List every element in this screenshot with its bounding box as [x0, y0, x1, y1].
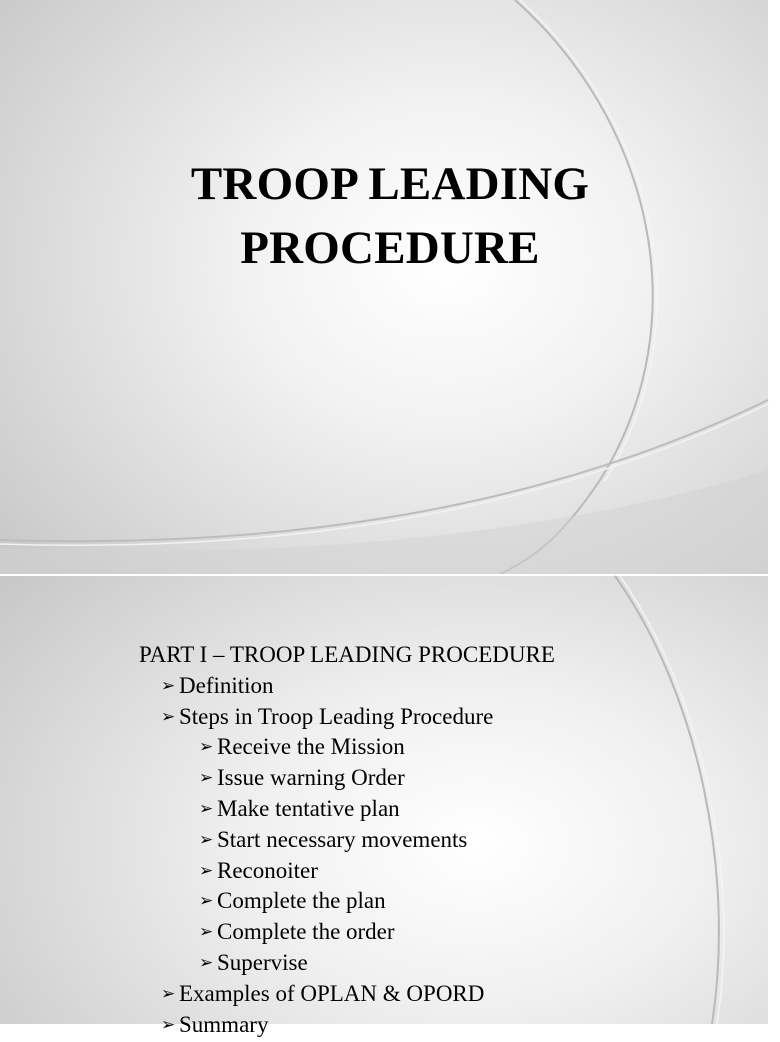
arrow-bullet-icon: ➢ — [199, 922, 214, 943]
outline-list — [139, 640, 555, 1040]
slide-title — [0, 152, 780, 280]
outline-item-label: Complete the plan — [217, 888, 386, 914]
outline-item-label: Steps in Troop Leading Procedure — [179, 703, 494, 729]
outline-heading: PART I – TROOP LEADING PROCEDURE — [139, 642, 555, 667]
outline-item — [139, 886, 555, 917]
outline-item — [139, 732, 555, 763]
outline-item — [139, 702, 555, 733]
outline-item — [139, 979, 555, 1010]
outline-item-label: Complete the order — [217, 919, 395, 945]
outline-item — [139, 763, 555, 794]
outline-item-label: Summary — [179, 1011, 269, 1037]
outline-items — [139, 671, 555, 1041]
arrow-bullet-icon: ➢ — [161, 675, 176, 696]
title-line-1: TROOP LEADING — [190, 158, 590, 210]
outline-item — [139, 1010, 555, 1041]
outline-item-label: Supervise — [217, 949, 308, 975]
outline-item — [139, 856, 555, 887]
arrow-bullet-icon: ➢ — [199, 737, 214, 758]
outline-item — [139, 794, 555, 825]
outline-item — [139, 948, 555, 979]
arrow-bullet-icon: ➢ — [199, 891, 214, 912]
title-line-2: PROCEDURE — [240, 222, 540, 274]
outline-item-label: Reconoiter — [217, 857, 318, 883]
outline-item-label: Start necessary movements — [217, 826, 468, 852]
arrow-bullet-icon: ➢ — [199, 768, 214, 789]
outline-item-label: Receive the Mission — [217, 734, 405, 760]
arrow-bullet-icon: ➢ — [161, 1014, 176, 1035]
outline-item-label: Definition — [179, 672, 274, 698]
outline-item-label: Examples of OPLAN & OPORD — [179, 980, 485, 1006]
arrow-bullet-icon: ➢ — [199, 798, 214, 819]
arrow-bullet-icon: ➢ — [161, 706, 176, 727]
outline-item — [139, 671, 555, 702]
arrow-bullet-icon: ➢ — [199, 829, 214, 850]
outline-item-label: Make tentative plan — [217, 795, 400, 821]
outline-item — [139, 917, 555, 948]
arrow-bullet-icon: ➢ — [199, 860, 214, 881]
arrow-bullet-icon: ➢ — [199, 952, 214, 973]
arrow-bullet-icon: ➢ — [161, 983, 176, 1004]
outline-item — [139, 825, 555, 856]
outline-item-label: Issue warning Order — [217, 765, 405, 791]
